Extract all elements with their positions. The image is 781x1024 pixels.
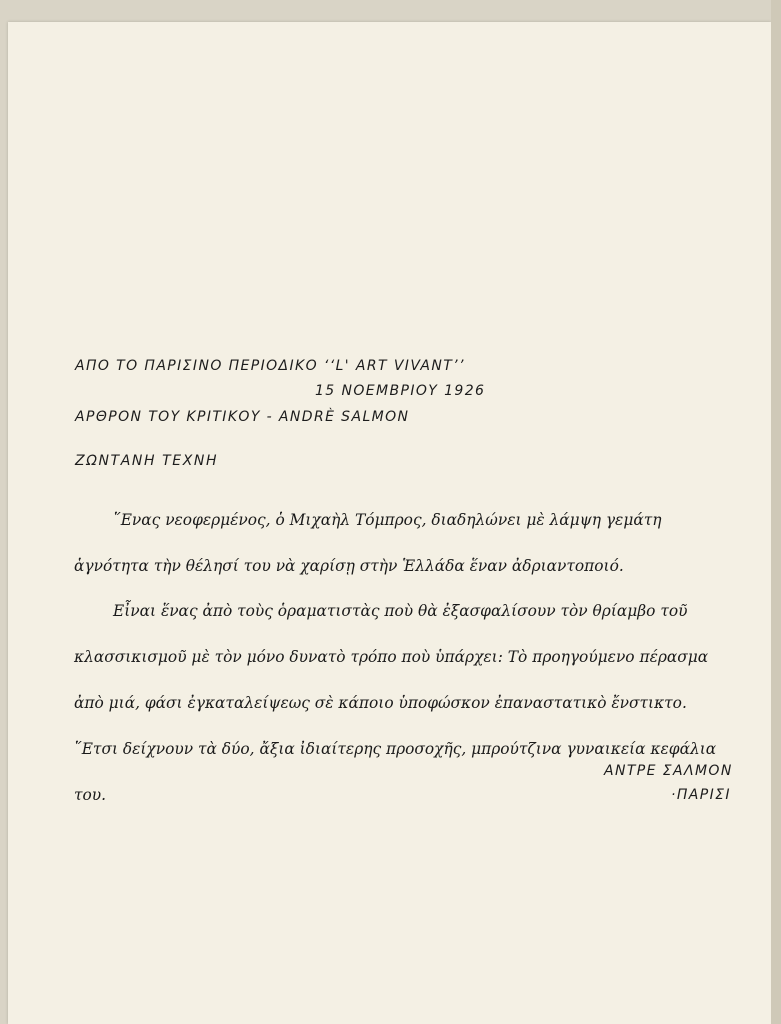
- source-line: ΑΠΟ ΤΟ ΠΑΡΙΣΙΝΟ ΠΕΡΙΟΔΙΚΟ ‘‘L' ART VIVANT’’: [75, 358, 465, 374]
- paragraph-1: ῞Ενας νεοφερμένος, ὁ Μιχαὴλ Τόμπρος, διαδηλώνει μὲ λάμψη γεμάτη ἁγνότητα τὴν θέλησί του νὰ χαρίσῃ στὴν Ἑλλάδα ἕναν ἀδριαντοποιό.: [74, 511, 662, 575]
- author-line: ΑΡΘΡΟΝ ΤΟΥ ΚΡΙΤΙΚΟΥ - ANDRÈ SALMON: [75, 409, 410, 425]
- date-line: 15 ΝΟΕΜΒΡΙΟΥ 1926: [315, 383, 486, 399]
- signature-place: ·ΠΑΡΙΣΙ: [671, 787, 731, 803]
- page-edge: [771, 0, 781, 1024]
- paragraph-2: Εἶναι ἕνας ἀπὸ τοὺς ὁραματιστὰς ποὺ θὰ ἐξασφαλίσουν τὸν θρίαμβο τοῦ κλασσικισμοῦ μὲ τὸν μόνο δυνατὸ τρόπο ποὺ ὑπάρχει: Τὸ προηγούμενο πέρασμα ἀπὸ μιά, φάσι ἐγκαταλείψεως σὲ κάποιο ὑποφώσκον ἐπαναστατικὸ ἔνστικτο. ῞Ετσι δείχνουν τὰ δύο, ἄξια ἰδιαίτερης προσοχῆς, μπρούτζινα γυναικεία κεφάλια του.: [74, 602, 717, 804]
- signature-name: ΑΝΤΡΕ ΣΑΛΜΟΝ: [604, 763, 733, 779]
- article-title: ΖΩΝΤΑΝΗ ΤΕΧΝΗ: [75, 453, 219, 469]
